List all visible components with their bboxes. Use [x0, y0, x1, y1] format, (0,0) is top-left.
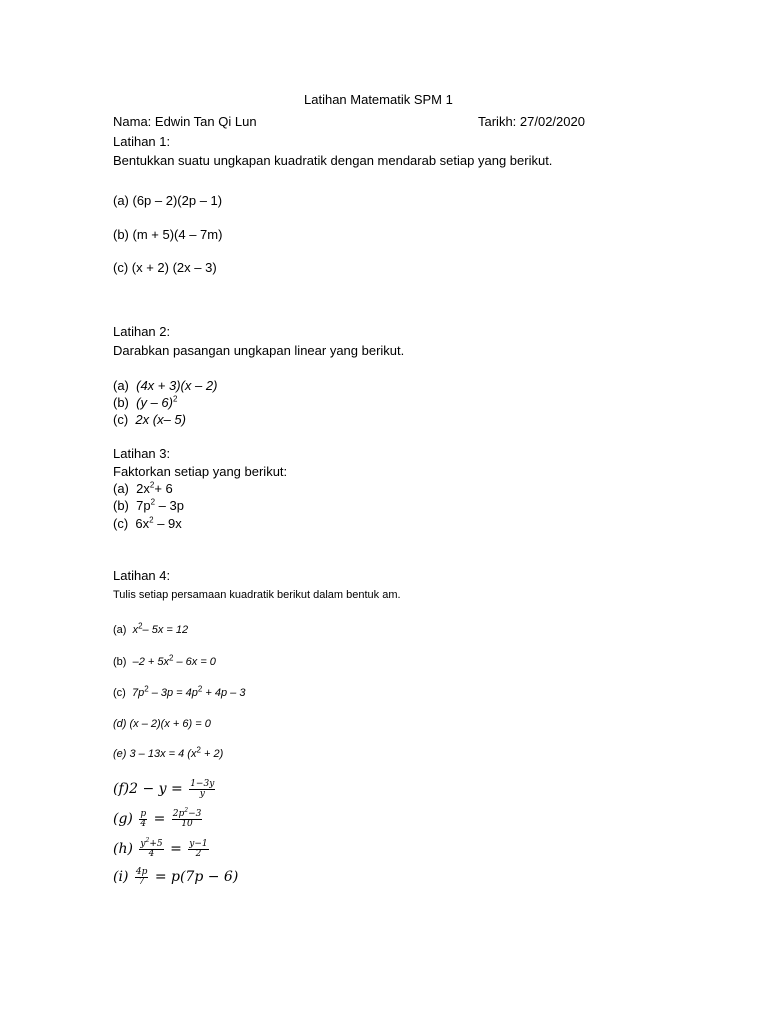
latihan2-heading: Latihan 2:	[113, 324, 171, 339]
latihan1-item-c: (c) (x + 2) (2x – 3)	[113, 260, 217, 275]
latihan4-item-f	[113, 778, 217, 800]
term: −3	[188, 808, 202, 819]
latihan3-item-b	[113, 498, 184, 514]
item-label: (b)	[113, 395, 129, 410]
term: – 3p = 4p	[148, 687, 198, 699]
exponent: 2	[149, 480, 155, 490]
term: – 9x	[153, 516, 182, 531]
document-title: Latihan Matematik SPM 1	[304, 92, 453, 107]
exponent: 2	[172, 394, 178, 404]
term: (e) 3 – 13x = 4 (x	[113, 748, 197, 760]
equals-sign: =	[153, 811, 166, 827]
latihan4-item-d: (d) (x – 2)(x + 6) = 0	[113, 718, 211, 730]
item-label: (b)	[113, 498, 129, 513]
term: – 5x = 12	[142, 624, 189, 636]
term: + 4p – 3	[202, 687, 246, 699]
item-label: (i)	[113, 869, 129, 885]
latihan1-heading: Latihan 1:	[113, 134, 171, 149]
latihan4-item-a	[113, 622, 188, 638]
denominator: 4	[140, 818, 147, 829]
item-label: (a)	[113, 624, 127, 636]
document-date: Tarikh: 27/02/2020	[478, 114, 585, 129]
item-label: (b)	[113, 656, 127, 668]
item-label: (a)	[113, 378, 129, 393]
fraction	[189, 780, 215, 799]
term: = p(7p − 6)	[154, 869, 239, 885]
latihan2-instruction: Darabkan pasangan ungkapan linear yang berikut.	[113, 343, 405, 358]
numerator	[172, 806, 203, 820]
denominator: y	[199, 788, 205, 799]
numerator: y−1	[189, 838, 208, 849]
term: 2x	[136, 481, 150, 496]
exponent: 2	[145, 836, 150, 844]
item-label: (c)	[113, 412, 129, 427]
exponent: 2	[197, 684, 203, 694]
item-expression: 2x (x– 5)	[135, 412, 186, 427]
latihan1-item-b: (b) (m + 5)(4 – 7m)	[113, 227, 223, 242]
latihan4-item-i	[113, 866, 238, 888]
fraction	[172, 806, 203, 829]
latihan4-item-b	[113, 654, 216, 670]
fraction	[139, 810, 147, 829]
numerator: 1−3y	[190, 778, 215, 789]
exponent: 2	[196, 745, 201, 755]
latihan4-item-c	[113, 685, 245, 701]
numerator: p	[140, 808, 147, 819]
term: 7p	[136, 498, 151, 513]
exponent: 2	[150, 497, 156, 507]
item-label: (a)	[113, 481, 129, 496]
latihan2-item-c	[113, 412, 186, 428]
denominator: 10	[181, 818, 193, 829]
term: 7p	[131, 687, 145, 699]
latihan3-instruction: Faktorkan setiap yang berikut:	[113, 464, 288, 479]
latihan2-item-b	[113, 395, 177, 411]
equals-sign: =	[170, 841, 182, 857]
exponent: 2	[138, 621, 143, 631]
exponent: 2	[184, 806, 189, 814]
denominator: 2	[195, 848, 202, 859]
term: 2 − y =	[129, 781, 183, 797]
item-label: (g)	[113, 811, 133, 827]
term: y	[140, 838, 146, 849]
item-label: (h)	[113, 841, 133, 857]
latihan4-item-e	[113, 746, 223, 762]
denominator: 4	[148, 848, 155, 859]
latihan4-item-h	[113, 838, 211, 860]
term: + 2)	[200, 748, 224, 760]
latihan3-item-a	[113, 481, 173, 497]
latihan4-item-g	[113, 808, 204, 830]
student-name: Nama: Edwin Tan Qi Lun	[113, 114, 257, 129]
term: –2 + 5x	[132, 656, 169, 668]
term: 6x	[135, 516, 150, 531]
latihan1-item-a: (a) (6p – 2)(2p – 1)	[113, 193, 223, 208]
numerator	[139, 836, 163, 850]
term: – 6x = 0	[173, 656, 216, 668]
fraction	[188, 840, 208, 859]
term: x	[132, 624, 139, 636]
exponent: 2	[144, 684, 149, 694]
numerator: 4p	[135, 866, 148, 877]
denominator: 7	[138, 876, 145, 887]
item-label: (c)	[113, 687, 126, 699]
latihan4-instruction: Tulis setiap persamaan kuadratik berikut dalam bentuk am.	[113, 589, 401, 601]
latihan3-heading: Latihan 3:	[113, 446, 171, 461]
exponent: 2	[149, 515, 154, 525]
item-label: (f)	[113, 781, 130, 797]
item-label: (c)	[113, 516, 129, 531]
latihan3-item-c	[113, 516, 182, 532]
term: 2p	[172, 808, 185, 819]
exponent: 2	[168, 653, 174, 663]
fraction	[139, 836, 163, 859]
item-expression: (4x + 3)(x – 2)	[136, 378, 218, 393]
fraction	[135, 868, 149, 887]
latihan1-instruction: Bentukkan suatu ungkapan kuadratik dengan mendarab setiap yang berikut.	[113, 153, 553, 168]
term: +5	[149, 838, 163, 849]
term: – 3p	[155, 498, 184, 513]
latihan4-heading: Latihan 4:	[113, 568, 171, 583]
term: + 6	[154, 481, 173, 496]
latihan2-item-a	[113, 378, 217, 394]
item-expression: (y – 6)	[136, 395, 173, 410]
